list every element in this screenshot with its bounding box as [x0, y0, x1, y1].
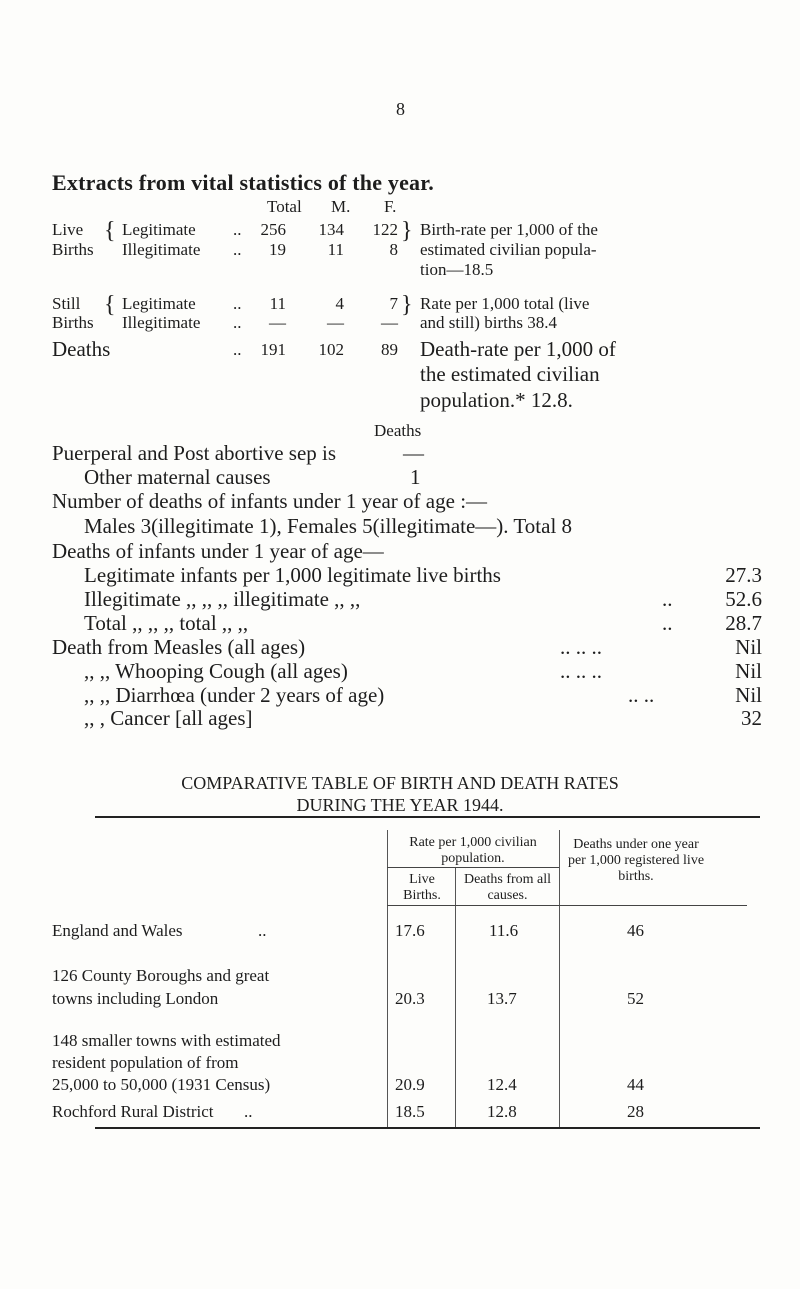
row-england-infant: 46 [627, 921, 644, 940]
rate-illegit-label: Illegitimate ,, ,, ,, illegitimate ,, ,, [84, 587, 361, 611]
measles-value: Nil [735, 635, 762, 659]
live-legit-m: 134 [318, 220, 344, 239]
row-smaller-area-line-3: 25,000 to 50,000 (1931 Census) [52, 1075, 271, 1094]
live-illegit-dots: .. [233, 240, 242, 259]
live-legit-total: 256 [260, 220, 286, 239]
comparative-title-line-1: COMPARATIVE TABLE OF BIRTH AND DEATH RATES [181, 773, 619, 793]
cancer-label: ,, , Cancer [all ages] [84, 706, 253, 730]
still-illegit-dots: .. [233, 313, 242, 332]
maternal-deaths-header: Deaths [374, 421, 422, 440]
row-county-infant: 52 [627, 989, 644, 1008]
live-illegit-f: 8 [389, 240, 398, 259]
diarrhoea-label: ,, ,, Diarrhœa (under 2 years of age) [84, 683, 385, 707]
rate-legit-label: Legitimate infants per 1,000 legitimate live births [84, 563, 501, 587]
live-illegit-m: 11 [327, 240, 344, 259]
maternal-other-value: 1 [410, 465, 421, 489]
still-note-line-1: Rate per 1,000 total (live [420, 294, 590, 313]
row-smaller-deaths: 12.4 [487, 1075, 517, 1094]
still-births-group-top: Still [52, 294, 81, 313]
deaths-m: 102 [318, 340, 344, 359]
comparative-title-line-2: DURING THE YEAR 1944. [296, 795, 504, 815]
rate-total-label: Total ,, ,, ,, total ,, ,, [84, 611, 249, 635]
live-note-line-2: estimated civilian popula- [420, 240, 597, 259]
row-smaller-area-line-2: resident population of from [52, 1053, 239, 1072]
infants-line-3: Deaths of infants under 1 year of age— [52, 539, 384, 563]
still-legit-label: Legitimate [122, 294, 196, 313]
row-england-deaths: 11.6 [489, 921, 519, 940]
row-england-area: England and Wales [52, 921, 183, 940]
header-infant-deaths: Deaths under one year per 1,000 registered live births. [567, 837, 705, 884]
table-vline-deaths [559, 830, 560, 1127]
rate-total-dots: .. [662, 611, 673, 635]
row-smaller-area-line-1: 148 smaller towns with estimated [52, 1031, 281, 1050]
page-heading: Extracts from vital statistics of the year. [52, 170, 434, 195]
live-legit-f: 122 [372, 220, 398, 239]
live-note-brace: } [401, 218, 413, 244]
maternal-puerperal-value: — [403, 441, 424, 465]
measles-dots: .. .. .. [560, 635, 602, 659]
page-number: 8 [396, 99, 405, 119]
comparative-bottom-rule [95, 1127, 760, 1129]
row-rochford-area: Rochford Rural District [52, 1102, 214, 1121]
live-births-group-bottom: Births [52, 240, 94, 259]
table-header-rule [387, 905, 747, 906]
col-header-f: F. [384, 197, 397, 216]
rate-legit-value: 27.3 [725, 563, 762, 587]
whooping-label: ,, ,, Whooping Cough (all ages) [84, 659, 348, 683]
live-illegit-label: Illegitimate [122, 240, 201, 259]
still-note-brace: } [401, 292, 413, 318]
infants-line-1: Number of deaths of infants under 1 year of age :— [52, 489, 488, 513]
live-illegit-total: 19 [269, 240, 286, 259]
deaths-dots: .. [233, 340, 242, 359]
still-births-group-bottom: Births [52, 313, 94, 332]
still-legit-f: 7 [389, 294, 398, 313]
rate-illegit-dots: .. [662, 587, 673, 611]
live-births-brace: { [104, 218, 116, 244]
still-illegit-label: Illegitimate [122, 313, 201, 332]
row-england-live: 17.6 [395, 921, 425, 940]
still-legit-dots: .. [233, 294, 242, 313]
header-live-births: Live Births. [403, 872, 441, 903]
row-county-deaths: 13.7 [487, 989, 517, 1008]
row-smaller-live: 20.9 [395, 1075, 425, 1094]
comparative-top-rule [95, 816, 760, 818]
col-header-m: M. [331, 197, 351, 216]
col-header-total: Total [267, 197, 302, 216]
still-legit-total: 11 [269, 294, 286, 313]
still-note-line-2: and still) births 38.4 [420, 313, 557, 332]
row-county-area-line-1: 126 County Boroughs and great [52, 966, 270, 985]
maternal-other-label: Other maternal causes [84, 465, 271, 489]
cancer-value: 32 [741, 706, 762, 730]
still-illegit-m: — [327, 313, 344, 332]
header-deaths-all-causes: Deaths from all causes. [463, 872, 552, 903]
diarrhoea-dots: .. .. [628, 683, 655, 707]
table-header-subrule [387, 867, 559, 868]
live-births-group-top: Live [52, 220, 84, 239]
deaths-f: 89 [381, 340, 398, 359]
row-county-live: 20.3 [395, 989, 425, 1008]
table-vline-live [455, 868, 456, 1127]
live-legit-dots: .. [233, 220, 242, 239]
deaths-total: 191 [260, 340, 286, 359]
whooping-value: Nil [735, 659, 762, 683]
live-note-line-3: tion—18.5 [420, 260, 494, 279]
diarrhoea-value: Nil [735, 683, 762, 707]
rate-total-value: 28.7 [725, 611, 762, 635]
deaths-note-line-1: Death-rate per 1,000 of [420, 337, 616, 361]
row-rochford-live: 18.5 [395, 1102, 425, 1121]
deaths-label: Deaths [52, 337, 111, 361]
deaths-note-line-2: the estimated civilian [420, 362, 600, 386]
infants-line-2: Males 3(illegitimate 1), Females 5(illegitimate—). Total 8 [84, 514, 573, 538]
still-illegit-total: — [269, 313, 286, 332]
maternal-puerperal-label: Puerperal and Post abortive sep is [52, 441, 337, 465]
row-smaller-infant: 44 [627, 1075, 644, 1094]
still-illegit-f: — [381, 313, 398, 332]
still-legit-m: 4 [335, 294, 344, 313]
live-legit-label: Legitimate [122, 220, 196, 239]
row-england-dots: .. [258, 921, 267, 940]
measles-label: Death from Measles (all ages) [52, 635, 306, 659]
row-rochford-dots: .. [244, 1102, 253, 1121]
row-rochford-infant: 28 [627, 1102, 644, 1121]
table-vline-area [387, 830, 388, 1127]
still-births-brace: { [104, 292, 116, 318]
row-county-area-line-2: towns including London [52, 989, 219, 1008]
rate-illegit-value: 52.6 [725, 587, 762, 611]
whooping-dots: .. .. .. [560, 659, 602, 683]
header-rate-group: Rate per 1,000 civilian population. [409, 835, 537, 866]
row-rochford-deaths: 12.8 [487, 1102, 517, 1121]
deaths-note-line-3: population.* 12.8. [420, 388, 573, 412]
live-note-line-1: Birth-rate per 1,000 of the [420, 220, 598, 239]
